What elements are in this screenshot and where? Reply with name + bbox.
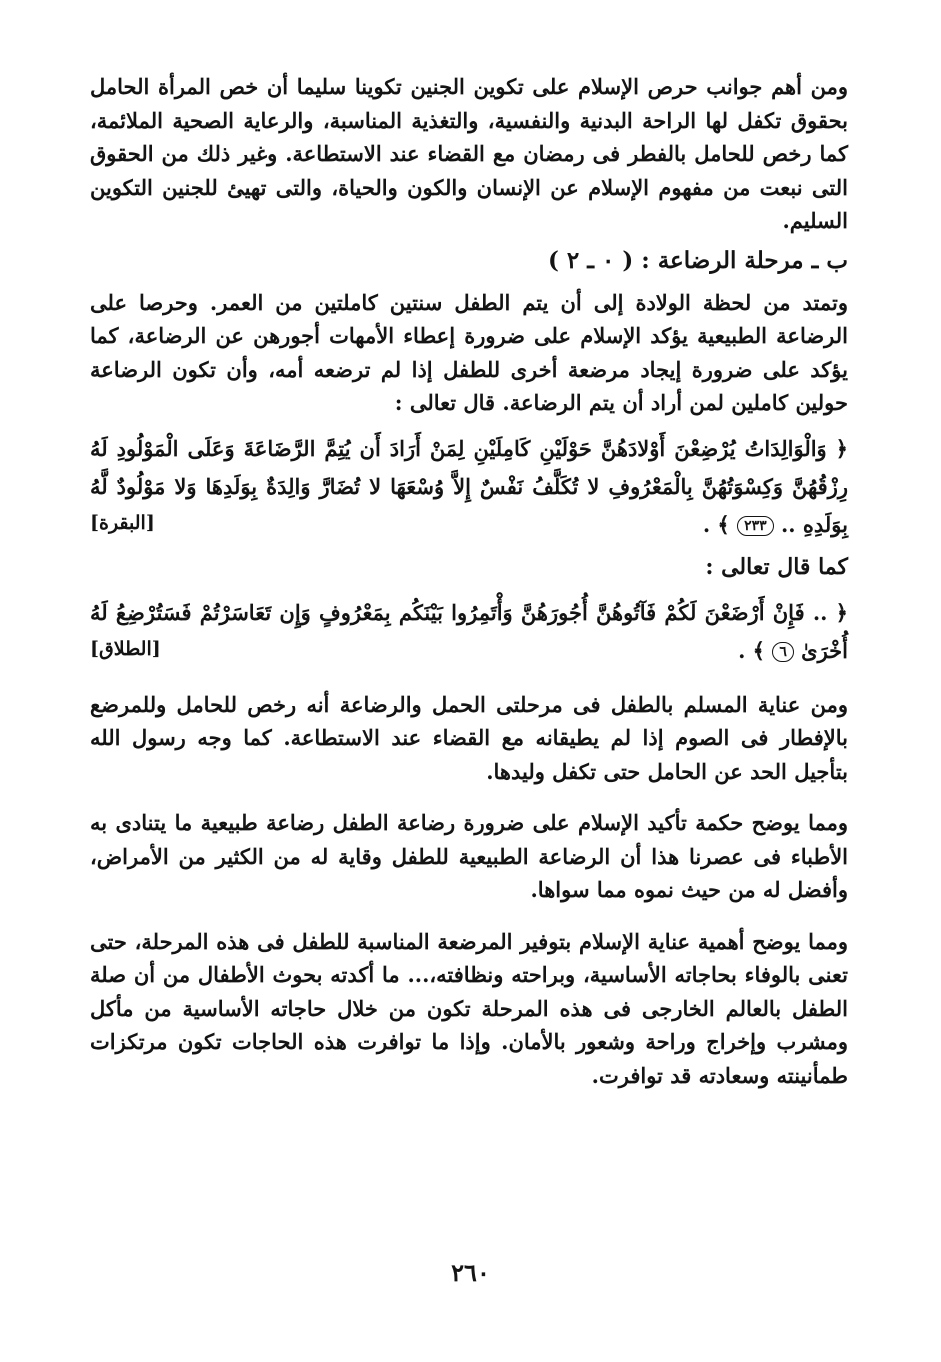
quote-closing-brace: ﴾ .: [702, 511, 730, 537]
ayah-number-badge: ٢٣٣: [737, 516, 774, 536]
paragraph-natural-breastfeeding: ومما يوضح حكمة تأكيد الإسلام على ضرورة رضاعة الطفل رضاعة طبيعية ما يتنادى به الأطباء فى عصرنا هذا أن الرضاعة الطبيعية للطفل وقاية له من الكثير من الأمراض، وأفضل له من حيث نموه مما سواها.: [90, 810, 849, 902]
paragraph-child-needs: ومما يوضح أهمية عناية الإسلام بتوفير المرضعة المناسبة للطفل فى هذه المرحلة، حتى تعنى بالوفاء بحاجاته الأساسية، وبراحته ونظافته،... ما أكدته بحوث الأطفال من أن صلة الطفل بالعالم الخارجى فى هذه المرحلة تكون من خلال حاجاته الأساسية من مأكل ومشرب وإخراج وراحة وشعور بالأمان. وإذا ما توافرت هذه الحاجات تكون مرتكزات طمأنينته وسعادته قد توافرت.: [90, 928, 848, 1088]
quote-text: ﴿ .. فَإِنْ أَرْضَعْنَ لَكُمْ فَآتُوهُنَّ أُجُورَهُنَّ وَأْتَمِرُوا بَيْنَكُم بِمَعْرُوفٍ وَإِن تَعَاسَرْتُمْ فَسَتُرْضِعُ لَهُ أُخْرَىٰ: [90, 599, 848, 663]
ayah-number-badge: ٦: [772, 642, 794, 662]
page-number: ٢٦٠: [451, 1258, 490, 1287]
quote-text: ﴿ وَالْوَالِدَاتُ يُرْضِعْنَ أَوْلادَهُنَّ حَوْلَيْنِ كَامِلَيْنِ لِمَنْ أَرَادَ أَن يُتِمَّ الرَّضَاعَةَ وَعَلَى الْمَوْلُودِ لَهُ رِزْقُهُنَّ وَكِسْوَتُهُنَّ بِالْمَعْرُوفِ لا تُكَلَّفُ نَفْسٌ إِلاَّ وُسْعَهَا لا تُضَارَّ وَالِدَةٌ بِوَلَدِهَا وَلا مَوْلُودٌ لَّهُ بِوَلَدِهِ ..: [90, 435, 848, 537]
paragraph-breastfeeding-period: وتمتد من لحظة الولادة إلى أن يتم الطفل سنتين كاملتين من العمر. وحرصا على الرضاعة الطبيعية يؤكد الإسلام على ضرورة إعطاء الأمهات أجورهن عن الرضاعة، كما يؤكد على ضرورة إيجاد مرضعة أخرى للطفل إذا لم ترضعه أمه، وأن تكون الرضاعة حولين كاملين لمن أراد أن يتم الرضاعة. قال تعالى :: [90, 289, 848, 415]
quote-intro: كما قال تعالى :: [705, 553, 848, 580]
quran-quote-baqarah: [90, 430, 848, 544]
surah-reference: [الطلاق]: [90, 637, 161, 660]
page-body: [90, 70, 848, 1092]
paragraph-fetus-rights: ومن أهم جوانب حرص الإسلام على تكوين الجنين تكوينا سليما أن خص المرأة الحامل بحقوق تكفل لها الراحة البدنية والنفسية، والتغذية المناسبة، والرعاية الصحية الملائمة، كما رخص للحامل بالفطر فى رمضان مع القضاء عند الاستطاعة. وغير ذلك من الحقوق التى نبعت من مفهوم الإسلام عن الإنسان والكون والحياة، والتى تهيئ للجنين التكوين السليم.: [90, 74, 848, 233]
quran-quote-talaq: [90, 594, 848, 670]
section-heading-breastfeeding: ب ـ مرحلة الرضاعة : ( ٠ ـ ٢ ): [547, 246, 848, 274]
paragraph-fasting-exemption: ومن عناية المسلم بالطفل فى مرحلتى الحمل والرضاعة أنه رخص للحامل وللمرضع بالإفطار فى الصوم إذا لم يطيقانه مع القضاء عند الاستطاعة. كما وجه رسول الله بتأجيل الحد عن الحامل حتى تكفل وليدها.: [90, 691, 848, 784]
surah-reference: [البقرة]: [90, 511, 155, 534]
quote-closing-brace: ﴾ .: [738, 637, 765, 663]
